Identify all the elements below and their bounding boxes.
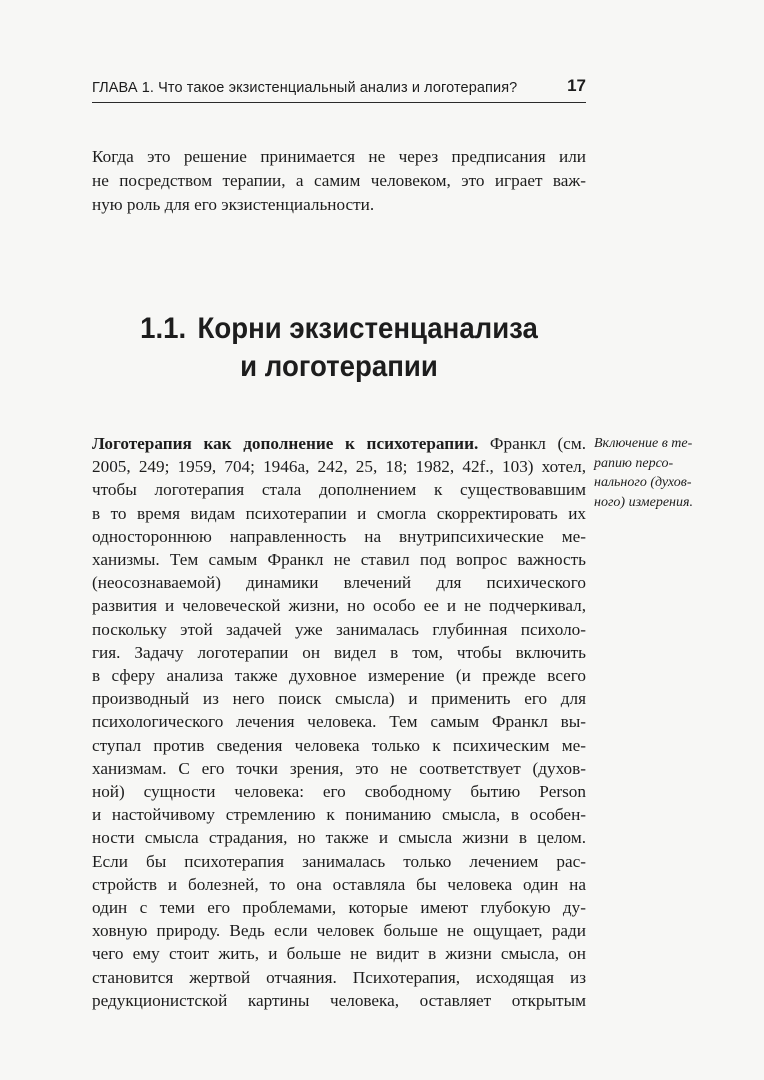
paragraph-line: производный из него поиск смысла) и применить его для <box>92 689 586 709</box>
section-number: 1.1. <box>140 312 187 345</box>
paragraph-line: одностороннюю направленность на внутрипсихические ме- <box>92 526 586 546</box>
page-number: 17 <box>567 76 586 95</box>
paragraph-line: редукционистской картины человека, оставляет открытым <box>92 990 586 1010</box>
body-paragraph <box>92 432 586 1012</box>
section-title-text1: Корни экзистенцанализа <box>197 312 538 345</box>
paragraph-line: ной) сущности человека: его свободному бытию Person <box>92 782 586 802</box>
paragraph-line: один с теми его проблемами, которые имеют глубокую ду- <box>92 898 586 918</box>
paragraph-line: и настойчивому стремлению к пониманию смысла, в особен- <box>92 805 586 825</box>
intro-line: ную роль для его экзистенциальности. <box>92 195 375 214</box>
section-title-line2: и логотерапии <box>240 350 438 383</box>
paragraph-line: 2005, 249; 1959, 704; 1946a, 242, 25, 18; 1982, 42f., 103) хотел, <box>92 457 586 477</box>
paragraph-line: ханизмам. С его точки зрения, это не соответствует (духов- <box>92 758 586 778</box>
paragraph-line: ности смысла страдания, но также и смысла жизни в целом. <box>92 828 586 848</box>
paragraph-first-line-rest: Франкл (см. <box>478 434 586 453</box>
paragraph-line: чтобы логотерапия стала дополнением к существовавшим <box>92 480 586 500</box>
section-title-line1 <box>112 310 566 348</box>
paragraph-line: развития и человеческой жизни, но особо ее и не подчеркивал, <box>92 596 586 616</box>
section-heading <box>112 310 566 386</box>
margin-note-line: рапию персо- <box>594 455 674 471</box>
paragraph-first-line <box>92 432 586 455</box>
paragraph-line: чего ему стоит жить, и больше не видит в жизни смысла, он <box>92 944 586 964</box>
intro-line: Когда это решение принимается не через предписания или <box>92 147 586 166</box>
paragraph-line: психологического лечения человека. Тем самым Франкл вы- <box>92 712 586 732</box>
paragraph-line: в то время видам психотерапии и смогла скорректировать их <box>92 503 586 523</box>
running-head <box>92 76 586 103</box>
paragraph-lead: Логотерапия как дополнение к психотерапии. <box>92 434 479 453</box>
paragraph-line: (неосознаваемой) динамики влечений для психического <box>92 573 586 593</box>
margin-note-line: Включение в те- <box>594 436 693 451</box>
paragraph-line: гия. Задачу логотерапии он видел в том, чтобы включить <box>92 642 586 662</box>
paragraph-line: стройств и болезней, то она оставляла бы человека один на <box>92 874 586 894</box>
paragraph-line: Если бы психотерапия занималась только лечением рас- <box>92 851 586 871</box>
intro-line: не посредством терапии, а самим человеком, это играет важ- <box>92 171 586 190</box>
margin-note <box>594 434 726 512</box>
paragraph-line: ступал против сведения человека только к психическим ме- <box>92 735 586 755</box>
paragraph-line: поскольку этой задачей уже занималась глубинная психоло- <box>92 619 586 639</box>
paragraph-line: в сферу анализа также духовное измерение (и прежде всего <box>92 666 586 686</box>
chapter-title: ГЛАВА 1. Что такое экзистенциальный анализ и логотерапия? <box>92 80 518 96</box>
margin-note-line: нального (духов- <box>594 475 692 490</box>
margin-note-line: ного) измерения. <box>594 494 693 510</box>
paragraph-line: становится жертвой отчаяния. Психотерапия, исходящая из <box>92 967 586 987</box>
intro-paragraph <box>92 145 586 217</box>
paragraph-line: ховную природу. Ведь если человек больше не ощущает, ради <box>92 921 586 941</box>
paragraph-line: ханизмы. Тем самым Франкл не ставил под вопрос важность <box>92 550 586 570</box>
